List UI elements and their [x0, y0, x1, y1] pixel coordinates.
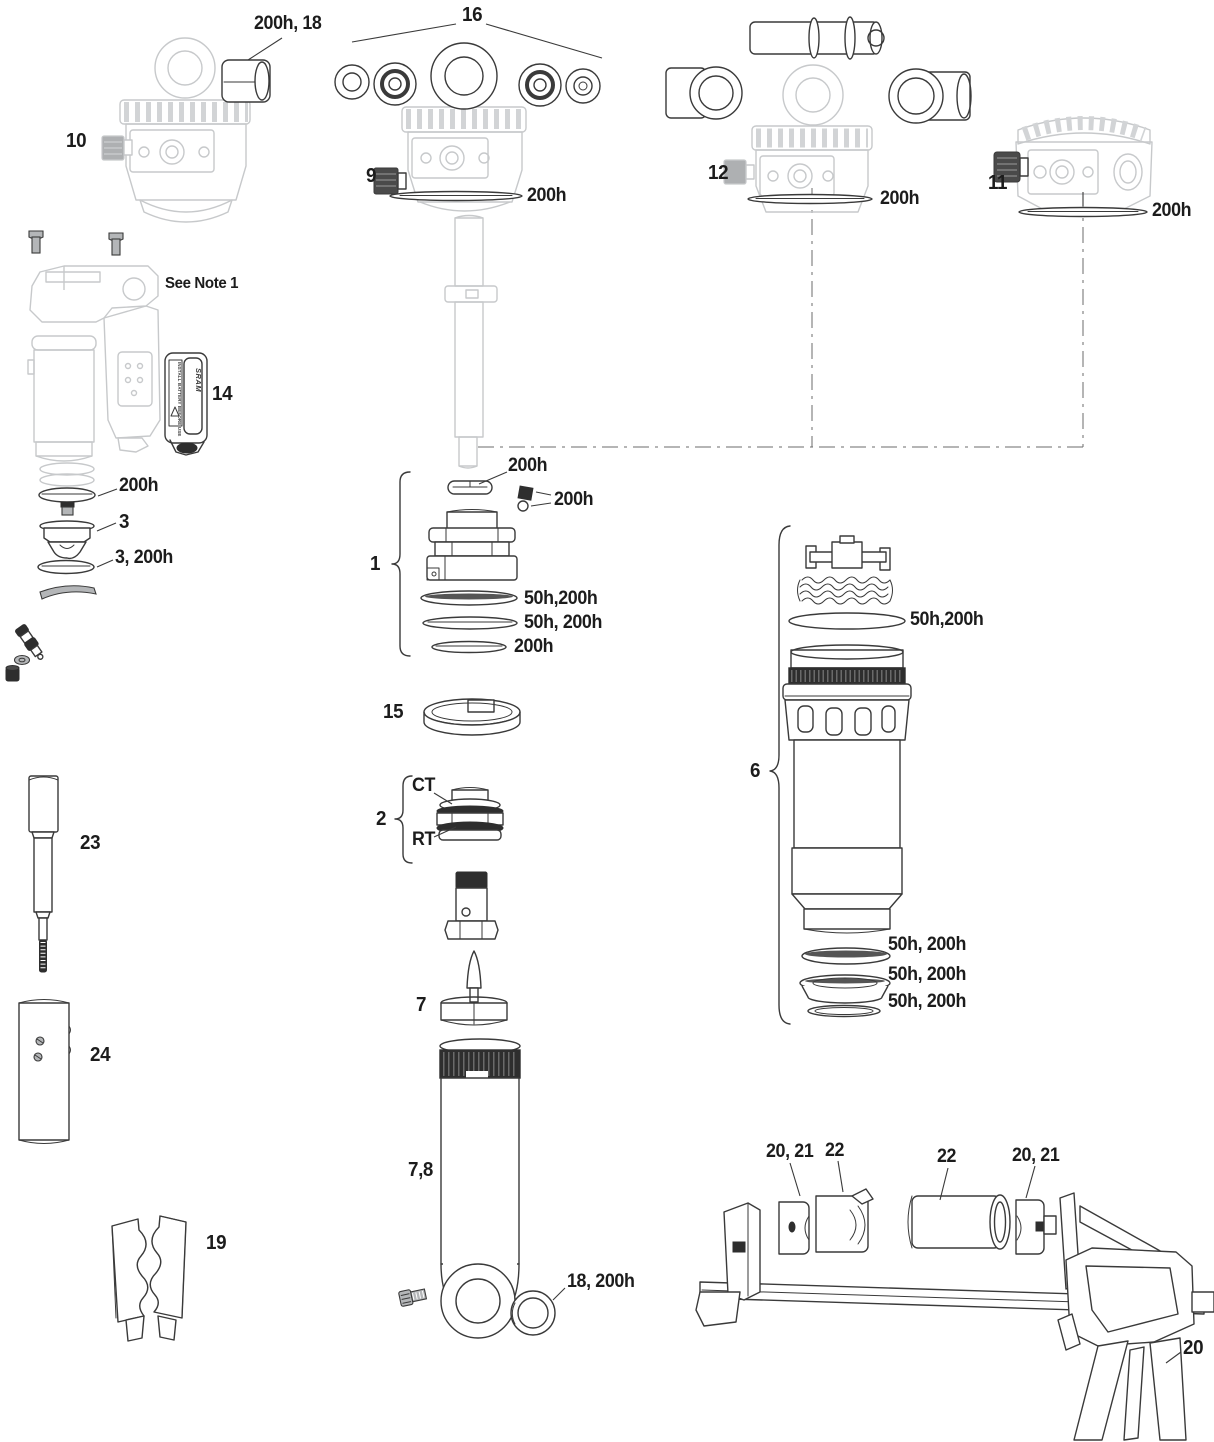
eyelet-9 — [431, 43, 497, 109]
shaft-bolt — [445, 872, 498, 939]
callout-19: 19 — [206, 1232, 227, 1254]
damper-body-7-8 — [398, 1039, 520, 1338]
brace-2 — [395, 776, 412, 863]
cup-22-left — [816, 1196, 868, 1252]
callout-20-21-right: 20, 21 — [1012, 1145, 1060, 1166]
callout-6: 6 — [750, 760, 761, 782]
can-seals — [800, 948, 890, 1017]
shaft-tool-23 — [29, 776, 58, 972]
fixed-foot — [696, 1292, 740, 1326]
mount-hardware-12 — [666, 17, 971, 123]
callout-14: 14 — [212, 383, 233, 405]
callout-200h-left: 200h — [119, 475, 159, 496]
callout-50h-200h-can1: 50h,200h — [910, 609, 984, 630]
centerlines — [478, 188, 1085, 447]
brace-6 — [770, 526, 790, 1024]
eyelet-bushing-18 — [511, 1291, 555, 1335]
callout-200h-9: 200h — [527, 185, 567, 206]
seal-head-group-1 — [392, 472, 517, 656]
clamp-trigger — [1124, 1347, 1144, 1440]
can-oring-50h-200h — [789, 613, 905, 629]
callout-ct: CT — [412, 775, 436, 796]
callout-10: 10 — [66, 130, 87, 152]
callout-200h-18: 200h, 18 — [254, 13, 322, 34]
shaft-clamps-19 — [112, 1216, 186, 1341]
seals-group-3 — [38, 463, 96, 599]
volume-spacer-stack — [798, 577, 893, 604]
callout-20-21-left: 20, 21 — [766, 1141, 814, 1162]
battery-brand-text: SRAM — [194, 368, 203, 393]
wiper-seal-9 — [390, 192, 522, 201]
callout-22-right: 22 — [937, 1146, 957, 1167]
callout-11: 11 — [988, 172, 1008, 194]
rebound-needle-7 — [441, 951, 507, 1025]
callout-23: 23 — [80, 832, 101, 854]
wiper-seal-12 — [748, 195, 872, 204]
callout-50h-200h-b: 50h, 200h — [524, 612, 603, 633]
see-note-1: See Note 1 — [165, 275, 239, 292]
remote-reservoir-unit — [28, 231, 160, 461]
glide-ring-200h — [448, 481, 492, 494]
bearing-ring-15 — [424, 699, 520, 735]
callout-18-200h: 18, 200h — [567, 1271, 635, 1292]
callout-200h-11: 200h — [1152, 200, 1192, 221]
callout-7-8: 7,8 — [408, 1159, 434, 1181]
brace-1 — [392, 472, 410, 656]
callout-rt: RT — [412, 829, 436, 850]
part-12-shock-head — [724, 65, 872, 212]
bleed-screw — [398, 1287, 427, 1307]
callout-12: 12 — [708, 162, 729, 184]
clamp-tool-20 — [696, 1189, 1214, 1440]
mount-bushing-18 — [222, 60, 270, 102]
callout-50h-200h-can4: 50h, 200h — [888, 991, 967, 1012]
callout-200h-pin: 200h — [554, 489, 594, 510]
callout-3-200h: 3, 200h — [115, 547, 173, 568]
callout-7: 7 — [416, 994, 427, 1016]
callout-200h-glide: 200h — [508, 455, 548, 476]
clamp-handle — [1074, 1341, 1128, 1440]
callout-50h-200h-a: 50h,200h — [524, 588, 598, 609]
callout-9: 9 — [366, 165, 377, 187]
cylinder-tool-24 — [19, 1000, 71, 1144]
callout-2: 2 — [376, 808, 387, 830]
callout-3: 3 — [119, 511, 130, 533]
battery-warning-text: INSTALL BATTERY BEFORE USE — [177, 362, 182, 437]
battery-door-14 — [165, 353, 207, 455]
damper-shaft-ghost — [445, 216, 497, 469]
callout-16: 16 — [462, 4, 483, 26]
callout-20: 20 — [1183, 1337, 1204, 1359]
travel-clip — [806, 536, 890, 570]
callout-50h-200h-can2: 50h, 200h — [888, 934, 967, 955]
air-valve-parts — [6, 624, 47, 681]
callout-15: 15 — [383, 701, 404, 723]
callout-24: 24 — [90, 1044, 111, 1066]
detent-pin-200h — [518, 486, 533, 511]
cylinder-22 — [908, 1195, 1010, 1249]
callout-22-left: 22 — [825, 1140, 845, 1161]
callout-1: 1 — [370, 553, 381, 575]
part-11-shock-head — [994, 118, 1152, 212]
air-can-body — [783, 645, 911, 933]
callout-200h-c: 200h — [514, 636, 554, 657]
callout-200h-12: 200h — [880, 188, 920, 209]
wiper-seal-11 — [1019, 208, 1147, 217]
callout-50h-200h-can3: 50h, 200h — [888, 964, 967, 985]
